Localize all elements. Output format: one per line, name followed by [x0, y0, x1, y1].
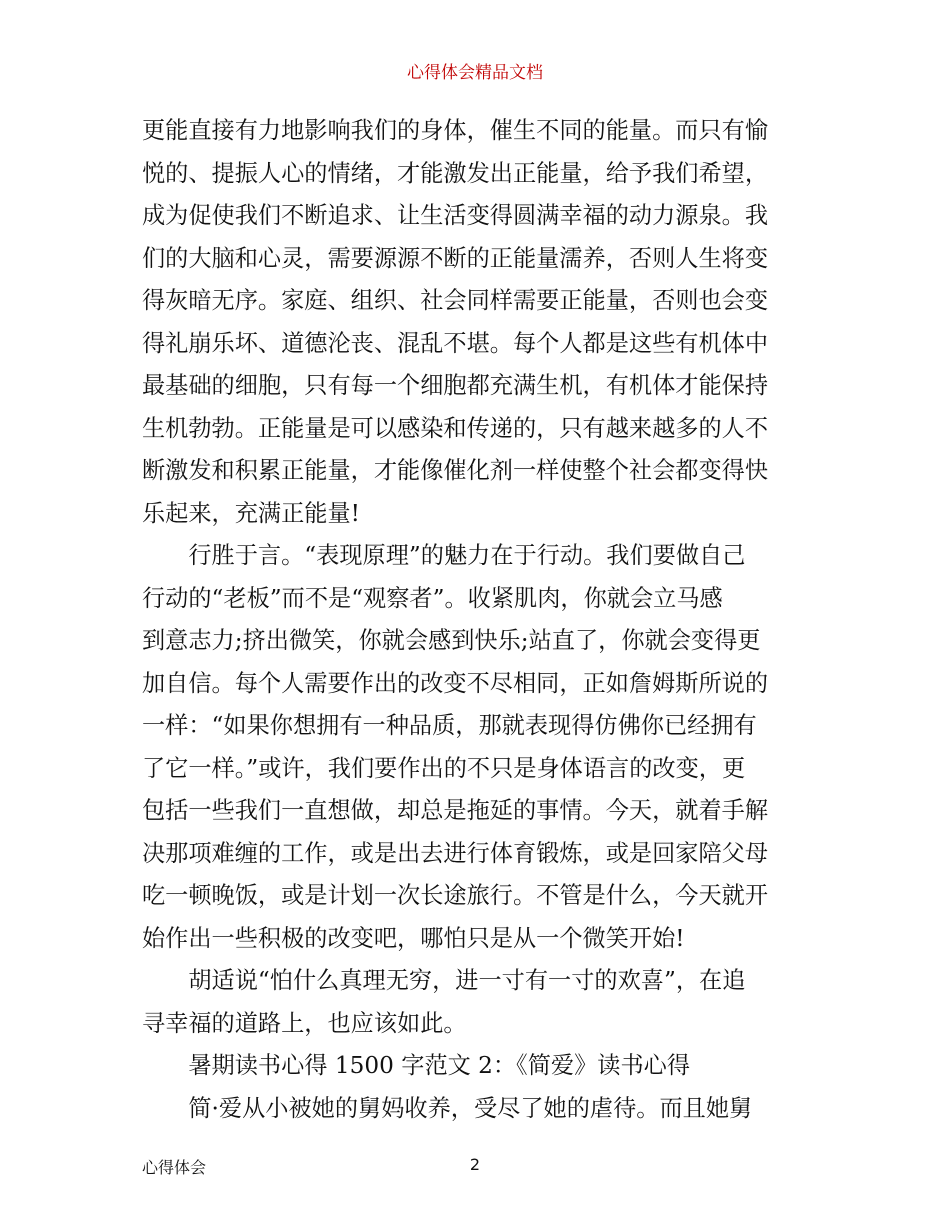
- body-line: 断激发和积累正能量，才能像催化剂一样使整个社会都变得快: [142, 457, 769, 484]
- body-line: 得礼崩乐坏、道德沦丧、混乱不堪。每个人都是这些有机体中: [142, 329, 769, 357]
- body-line: 到意志力;挤出微笑，你就会感到快乐;站直了，你就会变得更: [142, 627, 761, 654]
- body-line: 行动的“老板”而不是“观察者”。收紧肌肉，你就会立马感: [142, 584, 723, 612]
- body-line: 寻幸福的道路上，也应该如此。: [142, 1009, 467, 1037]
- body-line: 行胜于言。“表现原理”的魅力在于行动。我们要做自己: [142, 542, 746, 569]
- body-line: 加自信。每个人需要作出的改变不尽相同，正如詹姆斯所说的: [142, 669, 769, 697]
- body-line: 乐起来，充满正能量!: [142, 499, 361, 527]
- footer-label: 心得体会: [142, 1158, 207, 1177]
- body-line: 更能直接有力地影响我们的身体，催生不同的能量。而只有愉: [142, 117, 769, 144]
- body-line: 始作出一些积极的改变吧，哪怕只是从一个微笑开始!: [142, 924, 685, 952]
- body-line: 最基础的细胞，只有每一个细胞都充满生机，有机体才能保持: [142, 372, 769, 399]
- body-line: 包括一些我们一直想做，却总是拖延的事情。今天，就着手解: [142, 797, 769, 824]
- body-line: 一样：“如果你想拥有一种品质，那就表现得仿佛你已经拥有: [142, 712, 757, 739]
- body-line: 简·爱从小被她的舅妈收养，受尽了她的虐待。而且她舅: [142, 1094, 753, 1122]
- body-line: 吃一顿晚饭，或是计划一次长途旅行。不管是什么，今天就开: [142, 882, 769, 909]
- page-number: 2: [469, 1155, 481, 1174]
- section-heading: 暑期读书心得 1500 字范文 2：《简爱》读书心得: [142, 1052, 691, 1079]
- body-line: 决那项难缠的工作，或是出去进行体育锻炼，或是回家陪父母: [142, 839, 769, 867]
- body-line: 了它一样。”或许，我们要作出的不只是身体语言的改变，更: [142, 754, 746, 782]
- page-header-title: 心得体会精品文档: [407, 63, 543, 83]
- body-line: 成为促使我们不断追求、让生活变得圆满幸福的动力源泉。我: [142, 202, 769, 229]
- body-line: 胡适说“怕什么真理无穷，进一寸有一寸的欢喜”，在追: [142, 967, 746, 994]
- document-body: [142, 110, 812, 1130]
- body-line: 悦的、提振人心的情绪，才能激发出正能量，给予我们希望，: [142, 159, 769, 187]
- body-line: 生机勃勃。正能量是可以感染和传递的，只有越来越多的人不: [142, 414, 769, 442]
- body-line: 得灰暗无序。家庭、组织、社会同样需要正能量，否则也会变: [142, 287, 769, 314]
- body-line: 们的大脑和心灵，需要源源不断的正能量濡养，否则人生将变: [142, 244, 769, 272]
